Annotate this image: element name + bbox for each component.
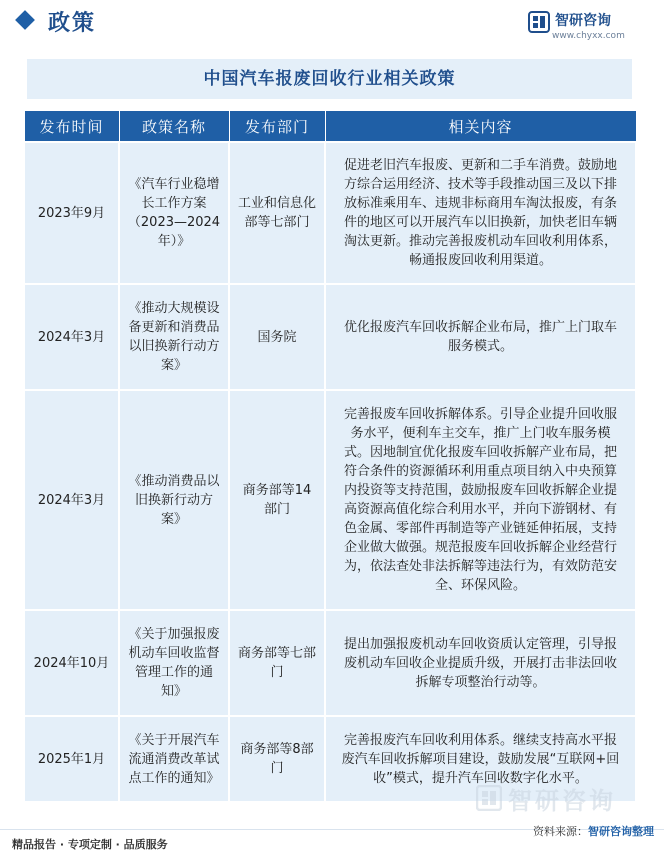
cell-date: 2024年3月 bbox=[24, 390, 119, 610]
column-header-date: 发布时间 bbox=[24, 111, 119, 143]
cell-department: 工业和信息化部等七部门 bbox=[229, 142, 325, 284]
table-header-row bbox=[24, 111, 636, 143]
page-header bbox=[0, 0, 664, 50]
cell-department: 商务部等8部门 bbox=[229, 716, 325, 802]
cell-date: 2025年1月 bbox=[24, 716, 119, 802]
table-row bbox=[24, 610, 636, 716]
cell-department: 商务部等14部门 bbox=[229, 390, 325, 610]
source-value: 智研咨询整理 bbox=[588, 825, 654, 838]
cell-content: 完善报废车回收拆解体系。引导企业提升回收服务水平，便利车主交车，推广上门收车服务模式。因地制宜优化报废车回收拆解产业布局，把符合条件的资源循环利用重点项目纳入中央预算内投资等支持范围，鼓励报废车回收拆解企业提高资源高值化综合利用水平，并向下游钢材、有色金属、零部件再制造等产业链延伸拓展，支持企业做大做强。规范报废车回收拆解企业经营行为，依法查处非法拆解等违法行为，有效防范安全、环保风险。 bbox=[325, 390, 636, 610]
diamond-bullet-icon bbox=[15, 10, 35, 30]
table-title: 中国汽车报废回收行业相关政策 bbox=[27, 59, 632, 99]
table-row bbox=[24, 142, 636, 284]
brand-watermark bbox=[476, 783, 656, 819]
cell-content: 优化报废汽车回收拆解企业布局，推广上门取车服务模式。 bbox=[325, 284, 636, 390]
section-title: 政策 bbox=[48, 11, 97, 36]
table-row bbox=[24, 284, 636, 390]
column-header-department: 发布部门 bbox=[229, 111, 325, 143]
brand-logo[interactable] bbox=[528, 9, 648, 43]
footer-slogan: 精品报告 · 专项定制 · 品质服务 bbox=[12, 838, 168, 851]
cell-date: 2023年9月 bbox=[24, 142, 119, 284]
source-note bbox=[533, 823, 654, 839]
source-label: 资料来源： bbox=[533, 825, 588, 838]
column-header-content: 相关内容 bbox=[325, 111, 636, 143]
cell-department: 商务部等七部门 bbox=[229, 610, 325, 716]
cell-policy-name: 《推动消费品以旧换新行动方案》 bbox=[119, 390, 229, 610]
table-row bbox=[24, 390, 636, 610]
cell-content: 提出加强报废机动车回收资质认定管理，引导报废机动车回收企业提质升级，开展打击非法回收拆解专项整治行动等。 bbox=[325, 610, 636, 716]
cell-policy-name: 《汽车行业稳增长工作方案（2023—2024年）》 bbox=[119, 142, 229, 284]
brand-name: 智研咨询 bbox=[555, 13, 611, 29]
brand-url: www.chyxx.com bbox=[552, 31, 625, 41]
cell-content: 完善报废汽车回收利用体系。继续支持高水平报废汽车回收拆解项目建设，鼓励发展“互联网+回收”模式，提升汽车回收数字化水平。 bbox=[325, 716, 636, 802]
watermark-text: 智研咨询 bbox=[508, 787, 616, 815]
cell-policy-name: 《推动大规模设备更新和消费品以旧换新行动方案》 bbox=[119, 284, 229, 390]
column-header-policy-name: 政策名称 bbox=[119, 111, 229, 143]
cell-policy-name: 《关于开展汽车流通消费改革试点工作的通知》 bbox=[119, 716, 229, 802]
cell-policy-name: 《关于加强报废机动车回收监督管理工作的通知》 bbox=[119, 610, 229, 716]
brand-logo-icon bbox=[528, 11, 550, 33]
watermark-logo-icon bbox=[476, 785, 502, 811]
cell-department: 国务院 bbox=[229, 284, 325, 390]
cell-date: 2024年3月 bbox=[24, 284, 119, 390]
policy-table bbox=[23, 110, 637, 803]
cell-content: 促进老旧汽车报废、更新和二手车消费。鼓励地方综合运用经济、技术等手段推动国三及以下排放标准乘用车、违规非标商用车淘汰报废，有条件的地区可以开展汽车以旧换新，加快老旧车辆淘汰更新。推动完善报废机动车回收利用体系，畅通报废回收利用渠道。 bbox=[325, 142, 636, 284]
cell-date: 2024年10月 bbox=[24, 610, 119, 716]
